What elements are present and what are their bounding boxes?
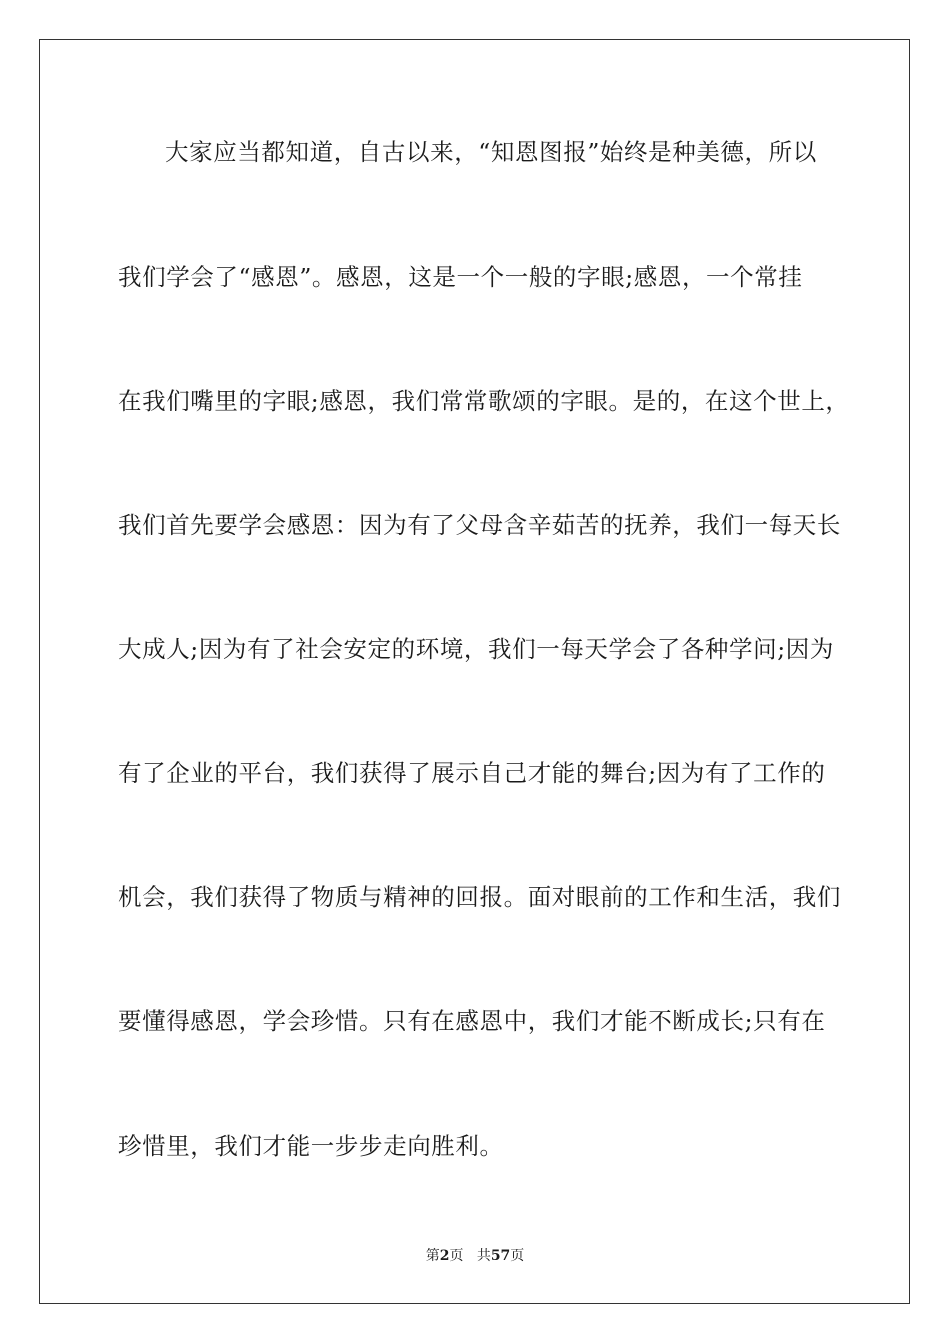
paragraph-line-6: 有了企业的平台，我们获得了展示自己才能的舞台;因为有了工作的 [118, 759, 826, 787]
page-suffix: 页 [449, 1248, 464, 1264]
paragraph-line-3: 在我们嘴里的字眼;感恩，我们常常歌颂的字眼。是的，在这个世上， [118, 387, 850, 415]
total-prefix: 共 [476, 1248, 491, 1264]
paragraph-line-2: 我们学会了“感恩”。感恩，这是一个一般的字眼;感恩，一个常挂 [118, 263, 803, 291]
paragraph-line-4: 我们首先要学会感恩：因为有了父母含辛茹苦的抚养，我们一每天长 [118, 511, 841, 539]
paragraph-line-9: 珍惜里，我们才能一步步走向胜利。 [118, 1132, 504, 1160]
total-pages-number: 57 [490, 1248, 511, 1264]
page-border [39, 39, 910, 1304]
page-prefix: 第 [425, 1248, 440, 1264]
current-page-number: 2 [439, 1248, 450, 1264]
paragraph-line-1: 大家应当都知道，自古以来，“知恩图报”始终是种美德，所以 [165, 138, 817, 166]
paragraph-line-7: 机会，我们获得了物质与精神的回报。面对眼前的工作和生活，我们 [118, 883, 841, 911]
page-footer [0, 1247, 950, 1265]
paragraph-line-5: 大成人;因为有了社会安定的环境，我们一每天学会了各种学问;因为 [118, 635, 834, 663]
paragraph-line-8: 要懂得感恩，学会珍惜。只有在感恩中，我们才能不断成长;只有在 [118, 1007, 826, 1035]
total-suffix: 页 [510, 1248, 525, 1264]
